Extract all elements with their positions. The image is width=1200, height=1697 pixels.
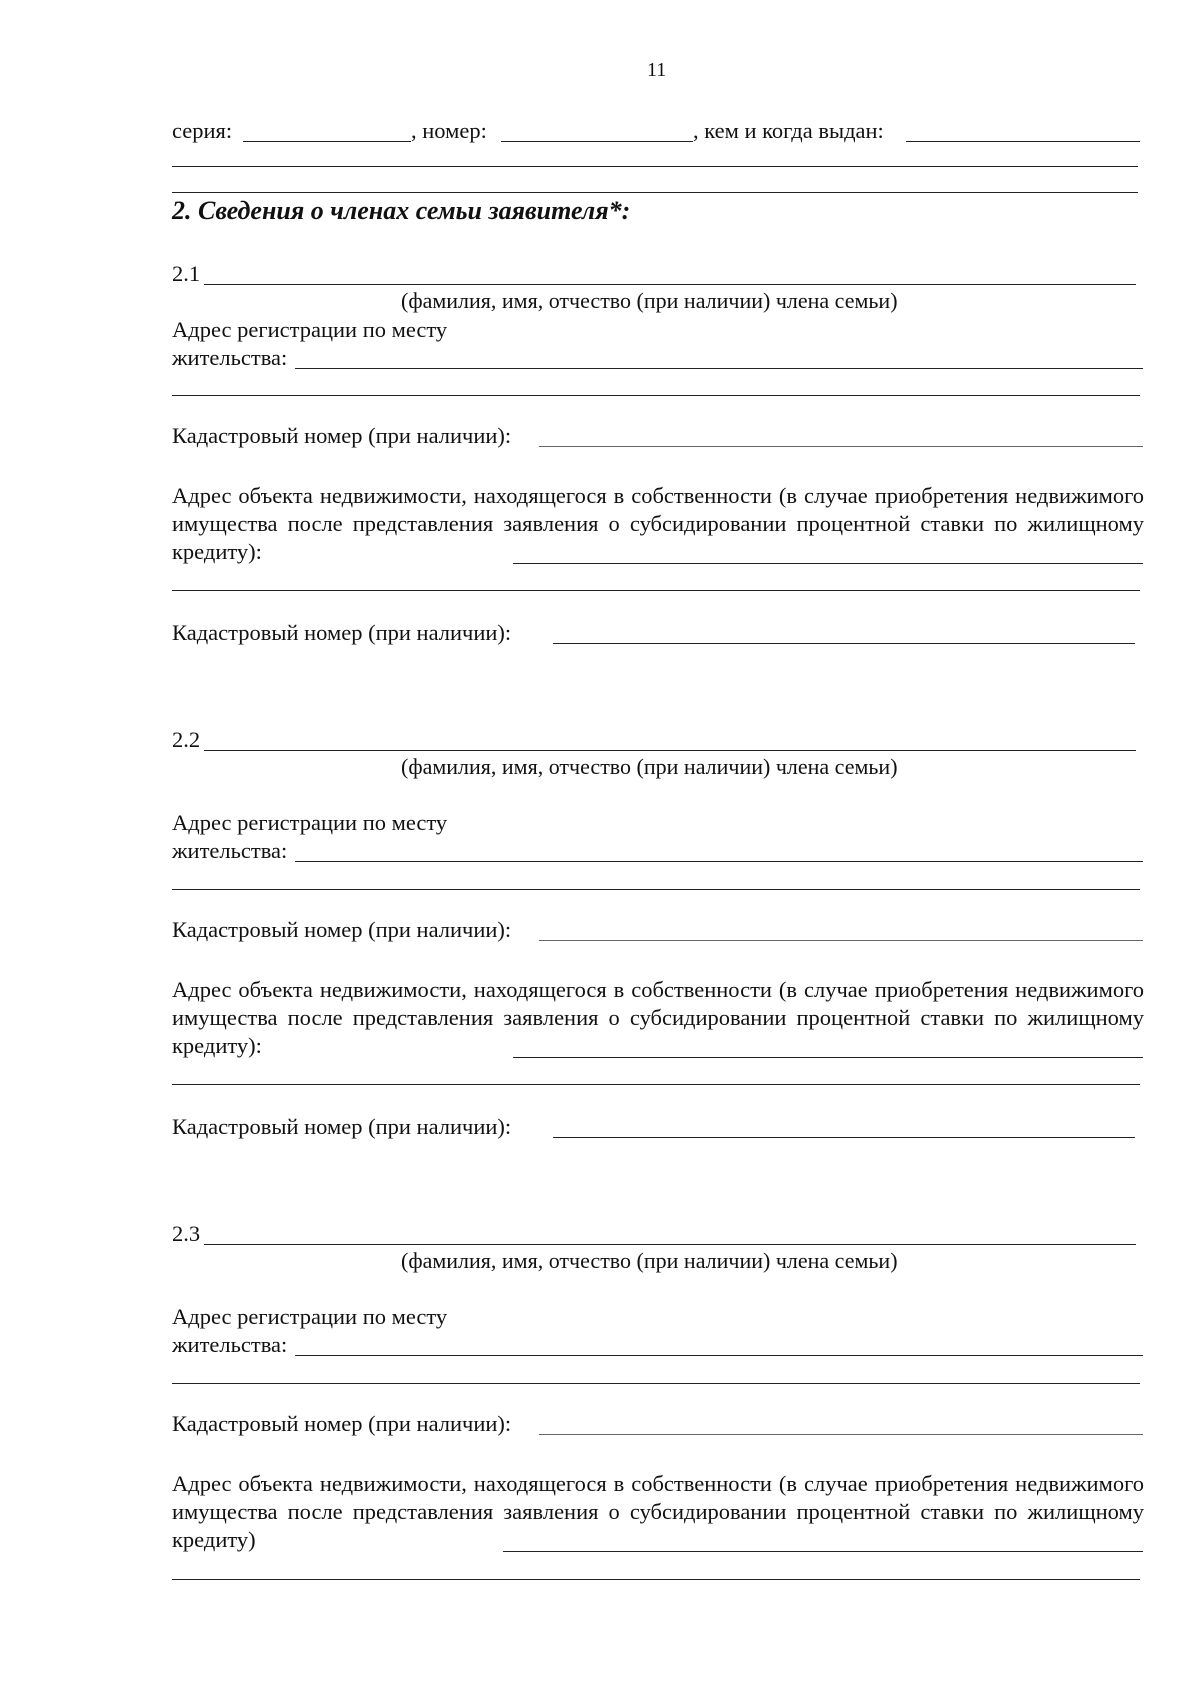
cadastral-field[interactable] <box>539 940 1143 941</box>
registration-label-2: жительства: <box>172 1332 288 1357</box>
member-number: 2.2 <box>172 727 201 752</box>
member-name-field[interactable] <box>204 1244 1136 1245</box>
series-field[interactable] <box>243 141 411 142</box>
registration-label: Адрес регистрации по месту <box>172 810 448 835</box>
cadastral-label-2: Кадастровый номер (при наличии): <box>172 1114 512 1139</box>
number-label: , номер: <box>411 118 487 143</box>
property-address-text: Адрес объекта недвижимости, находящегося в собственности (в случае приобретения недвижимого имущества после представления заявления о субсидировании процентной ставки по жилищному кредиту): <box>172 977 1144 1058</box>
registration-label: Адрес регистрации по месту <box>172 317 448 342</box>
page-number: 11 <box>647 59 667 81</box>
property-address-text: Адрес объекта недвижимости, находящегося в собственности (в случае приобретения недвижимого имущества после представления заявления о субсидировании процентной ставки по жилищному кредиту) <box>172 1471 1144 1552</box>
member-name-field[interactable] <box>204 284 1136 285</box>
issued-field[interactable] <box>906 141 1140 142</box>
registration-label-2: жительства: <box>172 345 288 370</box>
number-field[interactable] <box>501 141 693 142</box>
registration-field-line-2[interactable] <box>172 889 1140 890</box>
member-number: 2.3 <box>172 1221 201 1246</box>
cadastral-label: Кадастровый номер (при наличии): <box>172 1411 512 1436</box>
property-address-field-line-2[interactable] <box>172 590 1140 591</box>
cadastral-field-2[interactable] <box>553 643 1135 644</box>
property-address-text: Адрес объекта недвижимости, находящегося в собственности (в случае приобретения недвижимого имущества после представления заявления о субсидировании процентной ставки по жилищному кредиту): <box>172 483 1144 564</box>
property-address-field[interactable] <box>503 1551 1143 1552</box>
registration-field[interactable] <box>295 861 1143 862</box>
registration-field[interactable] <box>295 368 1143 369</box>
member-name-caption: (фамилия, имя, отчество (при наличии) члена семьи) <box>401 754 898 779</box>
section-heading: 2. Сведения о членах семьи заявителя*: <box>172 196 631 225</box>
registration-field-line-2[interactable] <box>172 395 1140 396</box>
cadastral-field[interactable] <box>539 446 1143 447</box>
cadastral-field[interactable] <box>539 1434 1143 1435</box>
property-address-field[interactable] <box>513 1057 1143 1058</box>
issued-field-line-2[interactable] <box>172 166 1138 167</box>
member-name-field[interactable] <box>204 750 1136 751</box>
registration-label: Адрес регистрации по месту <box>172 1304 448 1329</box>
member-name-caption: (фамилия, имя, отчество (при наличии) члена семьи) <box>401 1248 898 1273</box>
registration-label-2: жительства: <box>172 838 288 863</box>
series-label: серия: <box>172 118 233 143</box>
cadastral-field-2[interactable] <box>553 1137 1135 1138</box>
cadastral-label: Кадастровый номер (при наличии): <box>172 423 512 448</box>
property-address-field-line-2[interactable] <box>172 1579 1140 1580</box>
member-number: 2.1 <box>172 261 201 286</box>
property-address-field[interactable] <box>513 563 1143 564</box>
cadastral-label: Кадастровый номер (при наличии): <box>172 917 512 942</box>
issued-field-line-3[interactable] <box>172 192 1138 193</box>
issued-label: , кем и когда выдан: <box>693 118 884 143</box>
registration-field-line-2[interactable] <box>172 1383 1140 1384</box>
registration-field[interactable] <box>295 1355 1143 1356</box>
property-address-field-line-2[interactable] <box>172 1084 1140 1085</box>
cadastral-label-2: Кадастровый номер (при наличии): <box>172 620 512 645</box>
member-name-caption: (фамилия, имя, отчество (при наличии) члена семьи) <box>401 288 898 313</box>
